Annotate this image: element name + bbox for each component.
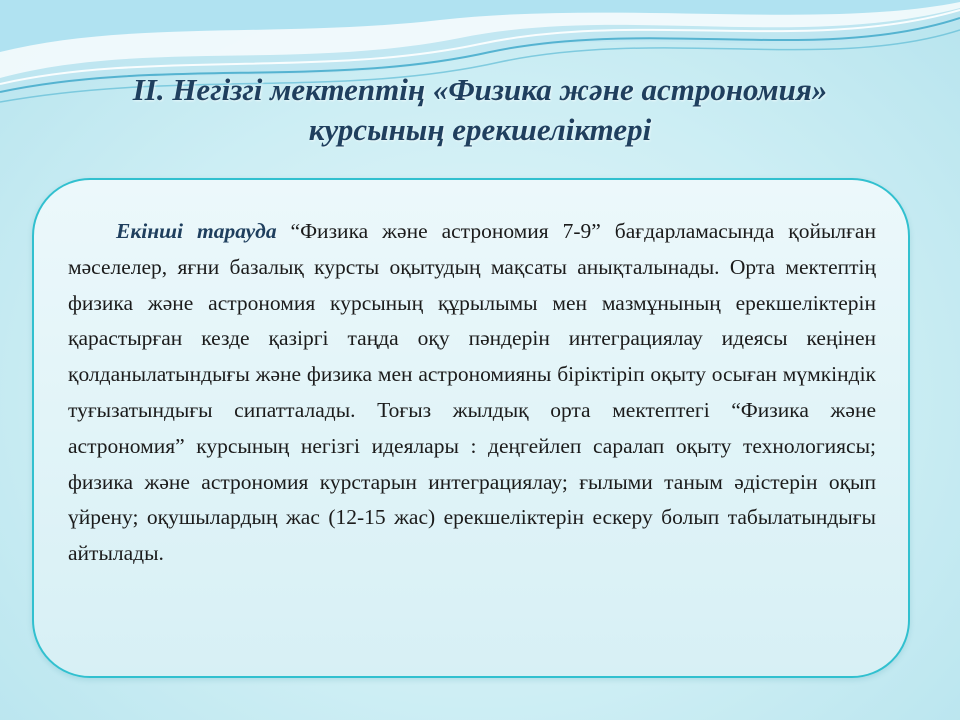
body-lead: Екінші тарауда (116, 219, 277, 243)
title-line-1: ІІ. Негізгі мектептің «Физика және астрономия» (132, 72, 828, 107)
body-paragraph (68, 214, 876, 572)
title-line-2: курсының ерекшеліктері (308, 112, 652, 147)
body-text: “Физика және астрономия 7-9” бағдарламасында қойылған мәселелер, яғни базалық курсты оқытудың мақсаты анықталынады. Орта мектептің физика және астрономия курсының құрылымы мен мазмұнының ерекшеліктерін қарастырған кезде қазіргі таңда оқу пәндерін интеграциялау идеясы кеңінен қолданылатындығы және физика мен астрономияны біріктіріп оқыту осыған мүмкіндік туғызатындығы сипатталады. Тоғыз жылдық орта мектептегі “Физика және астрономия” курсының негізгі идеялары : деңгейлеп саралап оқыту технологиясы; физика және астрономия курстарын интеграциялау; ғылыми таным әдістерін оқып үйрену; оқушылардың жас (12-15 жас) ерекшеліктерін ескеру болып табылатындығы айтылады. (68, 219, 876, 566)
page-title (40, 70, 920, 150)
